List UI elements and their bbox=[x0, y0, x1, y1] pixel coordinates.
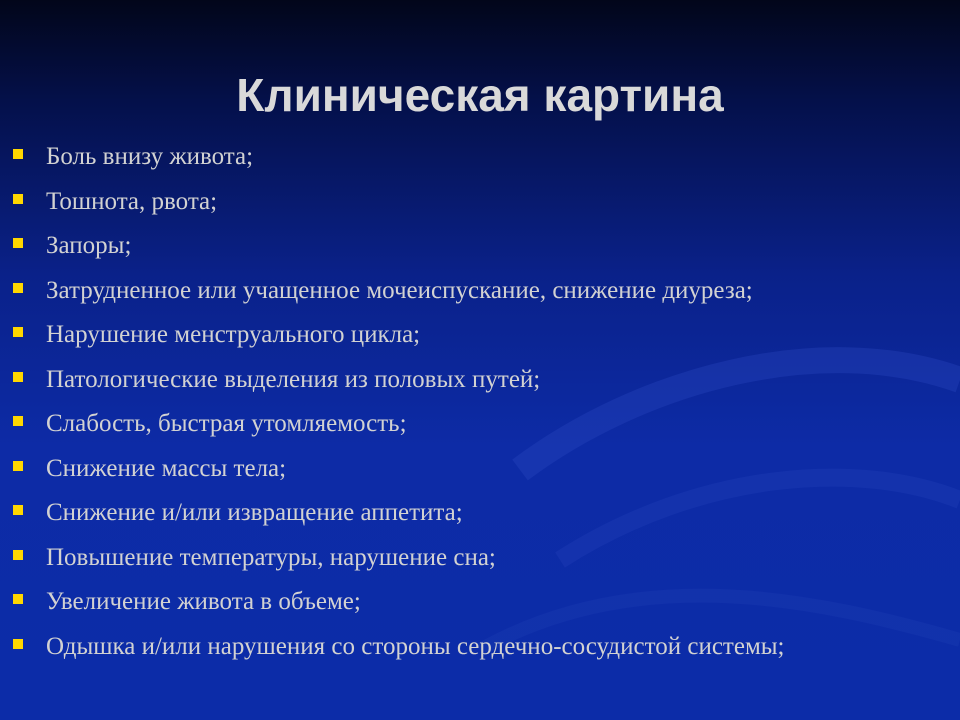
bullet-item bbox=[0, 494, 960, 532]
bullet-square-icon bbox=[13, 372, 23, 382]
bullet-text: Затрудненное или учащенное мочеиспускание, снижение диуреза; bbox=[46, 276, 753, 304]
bullet-item bbox=[0, 628, 960, 666]
bullet-square-icon bbox=[13, 505, 23, 515]
bullet-item bbox=[0, 316, 960, 354]
bullet-item bbox=[0, 539, 960, 577]
bullet-text: Слабость, быстрая утомляемость; bbox=[46, 410, 407, 437]
bullet-text: Запоры; bbox=[46, 232, 132, 259]
bullet-item bbox=[0, 138, 960, 176]
bullet-text: Тошнота, рвота; bbox=[46, 187, 218, 215]
bullet-square-icon bbox=[13, 327, 23, 337]
bullet-text: Патологические выделения из половых путей; bbox=[46, 365, 541, 393]
bullet-square-icon bbox=[13, 238, 23, 248]
bullet-item bbox=[0, 405, 960, 443]
bullet-text: Боль внизу живота; bbox=[46, 143, 254, 170]
bullet-item bbox=[0, 227, 960, 265]
bullet-square-icon bbox=[13, 550, 23, 560]
bullet-square-icon bbox=[13, 594, 23, 604]
bullet-square-icon bbox=[13, 461, 23, 471]
bullet-item bbox=[0, 450, 960, 488]
bullet-item bbox=[0, 272, 960, 310]
bullet-item bbox=[0, 583, 960, 621]
bullet-text: Увеличение живота в объеме; bbox=[46, 588, 361, 615]
bullet-square-icon bbox=[13, 149, 23, 159]
bullet-text: Нарушение менструального цикла; bbox=[46, 321, 421, 348]
bullet-text: Повышение температуры, нарушение сна; bbox=[46, 543, 496, 571]
bullet-text: Снижение и/или извращение аппетита; bbox=[46, 499, 463, 526]
bullet-text: Снижение массы тела; bbox=[46, 454, 287, 482]
bullet-square-icon bbox=[13, 639, 23, 649]
bullet-list bbox=[0, 138, 960, 672]
bullet-square-icon bbox=[13, 416, 23, 426]
bullet-text: Одышка и/или нарушения со стороны сердечно-сосудистой системы; bbox=[46, 632, 785, 660]
slide-title: Клиническая картина bbox=[236, 69, 724, 121]
bullet-square-icon bbox=[13, 283, 23, 293]
bullet-square-icon bbox=[13, 194, 23, 204]
bullet-item bbox=[0, 183, 960, 221]
bullet-item bbox=[0, 361, 960, 399]
